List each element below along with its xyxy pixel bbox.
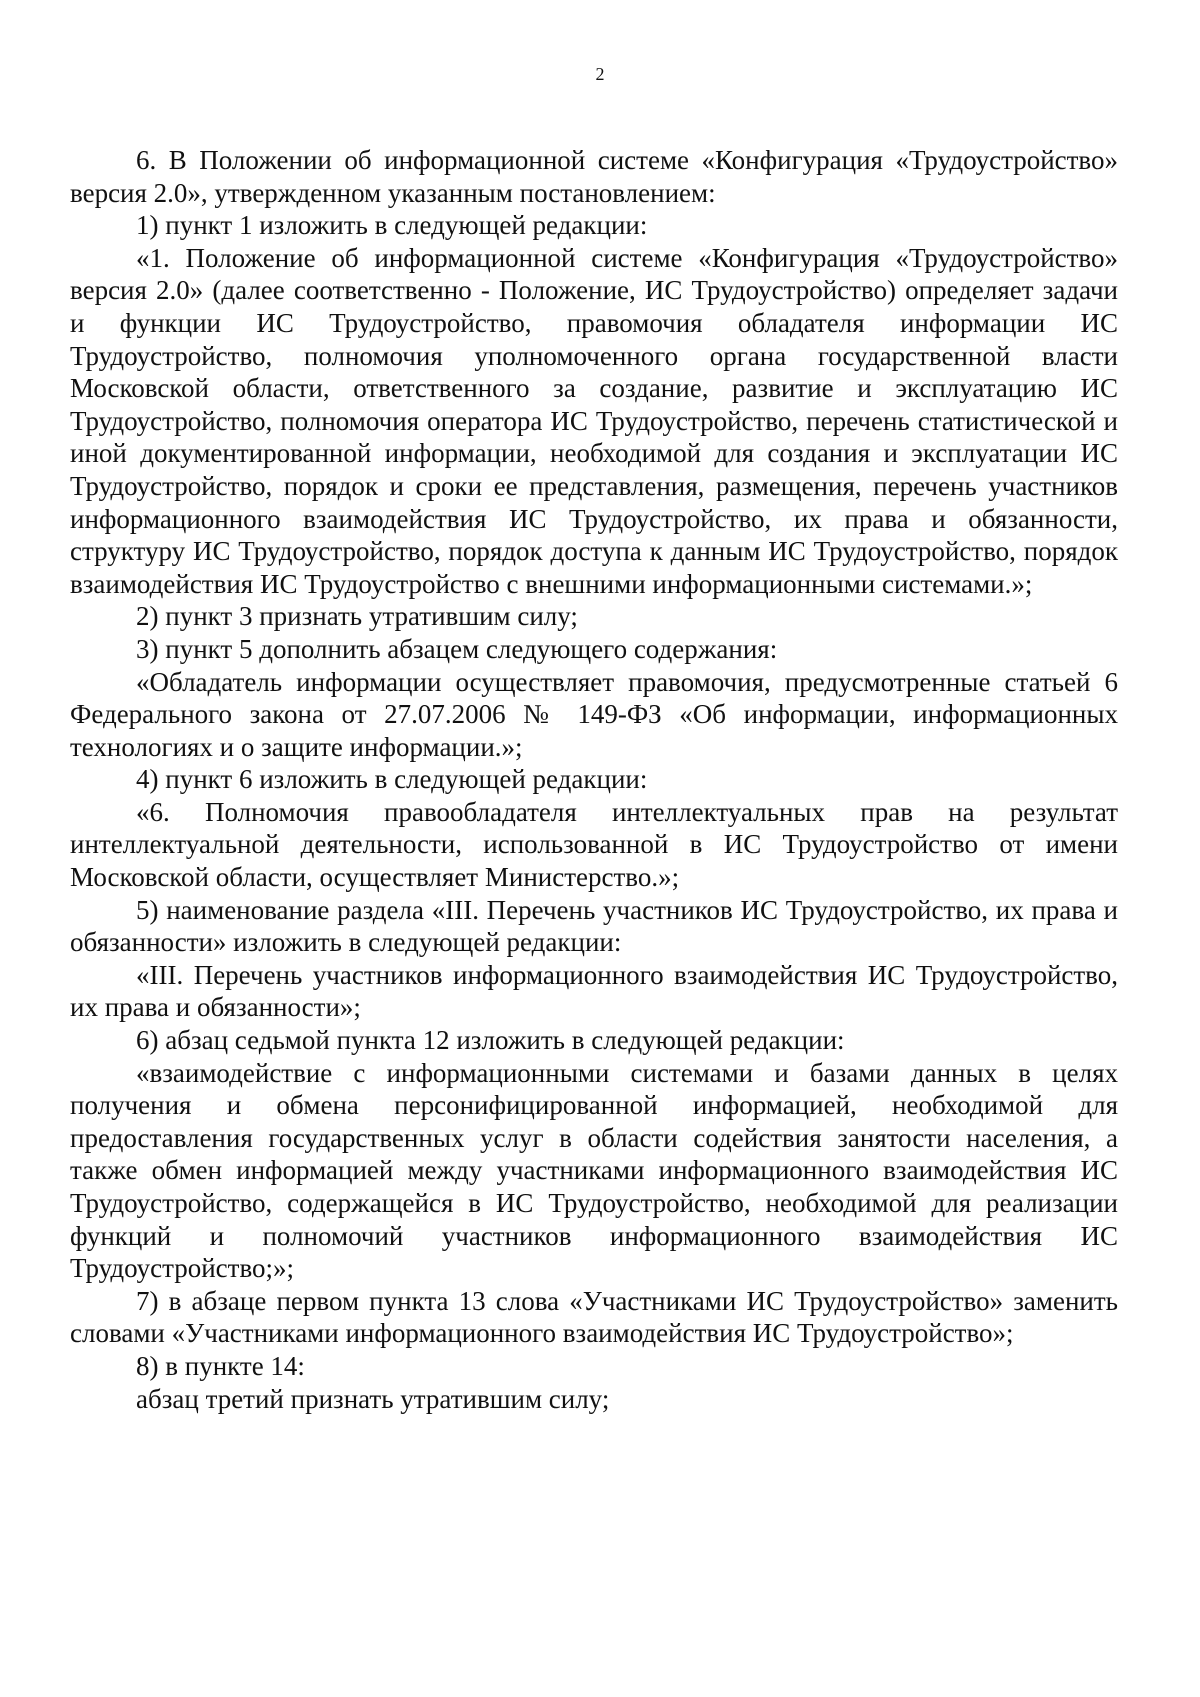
paragraph-quoted-point-1: «1. Положение об информационной системе «Конфигурация «Трудоустройство» версия 2.0» (далее соответственно - Положение, ИС Трудоустройство) определяет задачи и функции ИС Трудоустройство, правомочия обладателя информации ИС Трудоустройство, полномочия уполномоченного органа государственной власти Московской области, ответственного за создание, развитие и эксплуатацию ИС Трудоустройство, полномочия оператора ИС Трудоустройство, перечень статистической и иной документированной информации, необходимой для создания и эксплуатации ИС Трудоустройство, порядок и сроки ее представления, размещения, перечень участников информационного взаимодействия ИС Трудоустройство, их права и обязанности, структуру ИС Трудоустройство, порядок доступа к данным ИС Трудоустройство, порядок взаимодействия ИС Трудоустройство с внешними информационными системами.»; — [70, 242, 1118, 599]
paragraph-quoted-interaction: «взаимодействие с информационными системами и базами данных в целях получения и обмена персонифицированной информацией, необходимой для предоставления государственных услуг в области содействия занятости населения, а также обмен информацией между участниками информационного взаимодействия ИС Трудоустройство, содержащейся в ИС Трудоустройство, необходимой для реализации функций и полномочий участников информационного взаимодействия ИС Трудоустройство;»; — [70, 1057, 1118, 1284]
paragraph-subitem-1: 1) пункт 1 изложить в следующей редакции: — [136, 210, 648, 241]
paragraph-subitem-7: 7) в абзаце первом пункта 13 слова «Участниками ИС Трудоустройство» заменить словами «Участниками информационного взаимодействия ИС Трудоустройство»; — [70, 1285, 1118, 1349]
paragraph-subitem-8: 8) в пункте 14: — [136, 1350, 305, 1381]
paragraph-subitem-5: 5) наименование раздела «III. Перечень участников ИС Трудоустройство, их права и обязанности» изложить в следующей редакции: — [70, 894, 1118, 958]
paragraph-subitem-4: 4) пункт 6 изложить в следующей редакции: — [136, 764, 648, 795]
paragraph-subitem-3: 3) пункт 5 дополнить абзацем следующего содержания: — [136, 633, 778, 664]
paragraph-quoted-point-6: «6. Полномочия правообладателя интеллектуальных прав на результат интеллектуальной деятельности, использованной в ИС Трудоустройство от имени Московской области, осуществляет Министерство.»; — [70, 796, 1118, 893]
paragraph-item-6-intro: 6. В Положении об информационной системе «Конфигурация «Трудоустройство» версия 2.0», утвержденном указанным постановлением: — [70, 145, 1118, 208]
paragraph-subitem-2: 2) пункт 3 признать утратившим силу; — [136, 601, 578, 632]
paragraph-subitem-6: 6) абзац седьмой пункта 12 изложить в следующей редакции: — [136, 1025, 845, 1056]
page-number: 2 — [595, 64, 605, 84]
paragraph-quoted-owner-rights: «Обладатель информации осуществляет правомочия, предусмотренные статьей 6 Федерального закона от 27.07.2006 № 149-ФЗ «Об информации, информационных технологиях и о защите информации.»; — [70, 666, 1118, 762]
paragraph-quoted-section-3-title: «III. Перечень участников информационного взаимодействия ИС Трудоустройство, их права и обязанности»; — [70, 959, 1118, 1023]
document-body — [70, 144, 1118, 1415]
paragraph-paragraph-3-repealed: абзац третий признать утратившим силу; — [136, 1383, 610, 1414]
